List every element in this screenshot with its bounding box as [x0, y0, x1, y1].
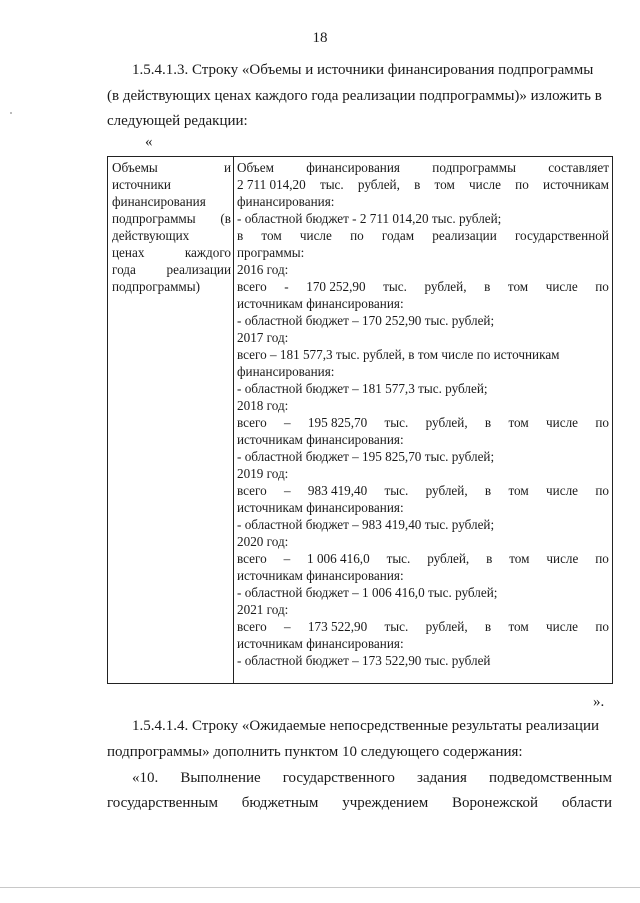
- table-left-line: [112, 210, 231, 227]
- table-right-word: - областной бюджет – 181 577,3 тыс. рублей;: [237, 381, 488, 396]
- table-right-line: [237, 159, 609, 176]
- table-right-line: [237, 193, 609, 210]
- intro-line-2: (в действующих ценах каждого года реализации подпрограммы)» изложить в: [107, 88, 602, 104]
- item-10-word: учреждением: [342, 795, 429, 811]
- table-right-line: [237, 312, 609, 329]
- table-right-word: всего: [237, 619, 267, 634]
- item-10-word: Воронежской: [452, 795, 539, 811]
- table-right-word: тыс.: [383, 279, 407, 294]
- table-right-word: тыс.: [319, 177, 344, 192]
- table-right-line: [237, 363, 609, 380]
- table-right-word: - областной бюджет – 1 006 416,0 тыс. рублей;: [237, 585, 498, 600]
- table-right-line: [237, 635, 609, 652]
- table-left-line: [112, 159, 231, 176]
- scan-edge-line: [0, 887, 640, 888]
- table-right-line: [237, 533, 609, 550]
- item-10-word: бюджетным: [241, 795, 319, 811]
- table-right-word: 2017 год:: [237, 330, 289, 345]
- table-right-word: 2018 год:: [237, 398, 289, 413]
- table-right-line: [237, 210, 609, 227]
- table-right-word: по: [595, 415, 609, 430]
- table-left-line: [112, 176, 231, 193]
- table-right-word: финансирования:: [237, 364, 335, 379]
- table-right-word: -: [284, 279, 289, 294]
- table-right-word: тыс.: [384, 415, 409, 430]
- table-right-line: [237, 176, 609, 193]
- table-right-word: числе: [546, 415, 579, 430]
- table-right-word: –: [283, 551, 291, 566]
- table-left-word: и: [223, 160, 231, 175]
- table-right-word: том: [509, 551, 530, 566]
- table-right-word: - областной бюджет – 173 522,90 тыс. рублей: [237, 653, 491, 668]
- table-right-word: источникам финансирования:: [237, 568, 404, 583]
- table-right-word: 173 522,90: [307, 619, 368, 634]
- item-10-line-2: [107, 795, 612, 812]
- table-right-word: по: [595, 551, 609, 566]
- table-right-line: [237, 499, 609, 516]
- table-right-word: 195 825,70: [307, 415, 368, 430]
- table-right-word: том: [508, 483, 529, 498]
- table-right-word: 2021 год:: [237, 602, 289, 617]
- intro-line-3: следующей редакции:: [107, 113, 248, 129]
- table-right-word: рублей,: [425, 415, 468, 430]
- table-left-word: ценах: [112, 245, 145, 260]
- table-left-line: [112, 227, 231, 244]
- table-right-word: по: [515, 177, 529, 192]
- table-right-word: всего: [237, 551, 267, 566]
- table-right-word: - областной бюджет – 195 825,70 тыс. рублей;: [237, 449, 495, 464]
- table-right-word: –: [284, 415, 291, 430]
- table-right-line: [237, 567, 609, 584]
- table-right-word: числе: [546, 619, 579, 634]
- table-right-word: в: [486, 551, 493, 566]
- item-1414-line-2: подпрограммы» дополнить пунктом 10 следующего содержания:: [107, 744, 523, 760]
- table-right-word: - областной бюджет – 983 419,40 тыс. рублей;: [237, 517, 495, 532]
- table-right-word: в: [484, 619, 492, 634]
- scan-mark: [10, 112, 12, 114]
- table-right-word: том: [261, 228, 282, 243]
- table-right-line: [237, 414, 609, 431]
- table-right-word: источникам финансирования:: [237, 636, 404, 651]
- table-left-word: источники: [112, 177, 171, 192]
- table-right-line: [237, 397, 609, 414]
- open-quote: «: [145, 134, 153, 150]
- item-10-word: задания: [417, 770, 467, 786]
- table-left-line: [112, 278, 231, 295]
- table-right-line: [237, 516, 609, 533]
- table-right-word: годам: [381, 228, 415, 243]
- table-right-word: в: [237, 228, 244, 243]
- table-right-column: [234, 157, 612, 683]
- table-right-word: 983 419,40: [307, 483, 368, 498]
- table-left-line: [112, 193, 231, 210]
- table-right-line: [237, 431, 609, 448]
- table-left-word: года: [112, 262, 136, 277]
- table-left-word: финансирования: [112, 194, 206, 209]
- table-right-word: рублей,: [425, 483, 468, 498]
- table-left-line: [112, 244, 231, 261]
- table-right-word: - областной бюджет – 170 252,90 тыс. рублей;: [237, 313, 495, 328]
- table-right-word: в: [414, 177, 421, 192]
- table-left-word: (в: [220, 211, 231, 226]
- page-number: 18: [312, 30, 328, 46]
- table-right-word: в: [484, 415, 492, 430]
- table-left-word: каждого: [184, 245, 231, 260]
- table-right-word: источникам финансирования:: [237, 500, 404, 515]
- table-right-word: источникам: [543, 177, 609, 192]
- table-right-line: [237, 380, 609, 397]
- financing-table: [107, 156, 613, 684]
- table-left-word: Объемы: [112, 160, 158, 175]
- table-right-word: финансирования: [306, 160, 400, 175]
- intro-line-1: 1.5.4.1.3. Строку «Объемы и источники финансирования подпрограммы: [132, 62, 594, 78]
- table-right-line: [237, 482, 609, 499]
- table-right-line: [237, 448, 609, 465]
- table-right-word: составляет: [548, 160, 609, 175]
- table-left-word: подпрограммы): [112, 279, 201, 294]
- table-right-word: рублей,: [425, 619, 468, 634]
- table-right-word: в: [484, 483, 492, 498]
- table-right-word: финансирования:: [237, 194, 335, 209]
- table-right-word: по: [595, 483, 609, 498]
- table-right-word: - областной бюджет - 2 711 014,20 тыс. рублей;: [237, 211, 502, 226]
- table-left-word: подпрограммы: [112, 211, 196, 226]
- table-right-line: [237, 227, 609, 244]
- item-10-line-1: [132, 770, 612, 787]
- table-right-line: [237, 346, 609, 363]
- item-10-word: «10.: [132, 770, 159, 786]
- table-right-word: программы:: [237, 245, 305, 260]
- table-right-word: том: [507, 279, 529, 294]
- table-right-line: [237, 584, 609, 601]
- table-right-word: всего: [237, 279, 267, 294]
- table-right-line: [237, 329, 609, 346]
- table-right-word: тыс.: [384, 619, 409, 634]
- table-right-word: тыс.: [384, 483, 409, 498]
- table-right-line: [237, 618, 609, 635]
- table-right-word: числе: [546, 551, 579, 566]
- table-right-word: всего: [237, 483, 267, 498]
- table-right-word: рублей,: [427, 551, 470, 566]
- table-right-word: всего – 181 577,3 тыс. рублей, в том числе по источникам: [237, 347, 560, 362]
- table-right-word: том: [434, 177, 455, 192]
- table-right-word: рублей,: [424, 279, 467, 294]
- item-10-word: государственным: [107, 795, 218, 811]
- table-right-word: по: [595, 619, 609, 634]
- table-left-column: [108, 157, 234, 683]
- item-10-word: государственного: [282, 770, 395, 786]
- table-right-word: тыс.: [386, 551, 411, 566]
- table-right-word: 1 006 416,0: [307, 551, 370, 566]
- table-right-word: государственной: [514, 228, 609, 243]
- table-right-word: –: [284, 619, 291, 634]
- table-right-word: том: [508, 619, 529, 634]
- table-right-word: 2 711 014,20: [237, 177, 306, 192]
- table-right-word: источникам финансирования:: [237, 432, 404, 447]
- table-right-word: числе: [545, 279, 578, 294]
- table-right-word: Объем: [237, 160, 274, 175]
- close-quote: ».: [593, 694, 605, 710]
- table-right-line: [237, 244, 609, 261]
- table-right-line: [237, 465, 609, 482]
- table-right-word: источникам финансирования:: [237, 296, 404, 311]
- item-10-word: подведомственным: [488, 770, 612, 786]
- table-right-line: [237, 550, 609, 567]
- table-right-line: [237, 278, 609, 295]
- table-right-word: в: [484, 279, 491, 294]
- table-right-line: [237, 261, 609, 278]
- table-right-word: –: [284, 483, 291, 498]
- table-right-word: реализации: [432, 228, 497, 243]
- table-right-word: числе: [299, 228, 332, 243]
- table-right-word: по: [350, 228, 364, 243]
- table-right-word: числе: [546, 483, 579, 498]
- table-right-word: числе: [469, 177, 501, 192]
- table-right-word: 2020 год:: [237, 534, 289, 549]
- table-right-word: подпрограммы: [432, 160, 516, 175]
- table-left-line: [112, 261, 231, 278]
- table-right-word: 2016 год:: [237, 262, 289, 277]
- item-10-word: Выполнение: [180, 770, 261, 786]
- table-right-word: том: [508, 415, 529, 430]
- item-10-word: области: [561, 795, 612, 811]
- table-right-word: всего: [237, 415, 267, 430]
- table-right-line: [237, 652, 609, 669]
- table-right-word: по: [595, 279, 609, 294]
- table-left-word: действующих: [112, 228, 190, 243]
- table-right-line: [237, 295, 609, 312]
- table-right-word: 170 252,90: [306, 279, 366, 294]
- table-right-line: [237, 601, 609, 618]
- table-left-word: реализации: [166, 262, 231, 277]
- table-right-word: рублей,: [357, 177, 400, 192]
- table-right-word: 2019 год:: [237, 466, 289, 481]
- item-1414-line-1: 1.5.4.1.4. Строку «Ожидаемые непосредственные результаты реализации: [132, 718, 600, 734]
